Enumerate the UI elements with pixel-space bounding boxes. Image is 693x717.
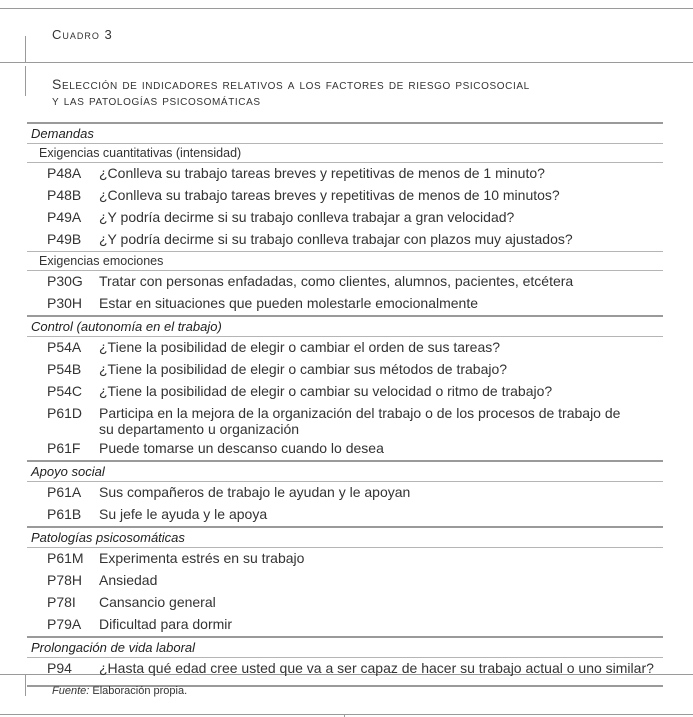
indicator-row <box>27 229 663 252</box>
indicator-row <box>27 185 663 207</box>
subgroup-label: Exigencias cuantitativas (intensidad) <box>27 144 663 163</box>
indicator-row <box>27 359 663 381</box>
top-border <box>0 8 693 9</box>
indicator-text: Experimenta estrés en su trabajo <box>99 550 305 566</box>
indicator-code: P48A <box>47 165 82 181</box>
indicator-row <box>27 271 663 294</box>
left-tick-top <box>25 36 26 62</box>
indicator-code: P61A <box>47 484 82 500</box>
indicator-row <box>27 658 663 687</box>
indicator-text: Estar en situaciones que pueden molestarle emocionalmente <box>99 295 479 311</box>
indicator-text: ¿Tiene la posibilidad de elegir o cambiar sus métodos de trabajo? <box>99 361 508 377</box>
table-title-line-1: Selección de indicadores relativos a los factores de riesgo psicosocial <box>52 76 530 92</box>
indicator-code: P30G <box>47 273 83 289</box>
section-label: Demandas <box>27 123 663 144</box>
indicator-code: P61F <box>47 440 81 456</box>
indicator-row <box>27 403 663 438</box>
subgroup-row <box>27 252 663 271</box>
indicator-code: P78I <box>47 594 76 610</box>
indicator-code: P49B <box>47 231 82 247</box>
section-row <box>27 461 663 482</box>
section-row <box>27 637 663 658</box>
indicator-text: ¿Tiene la posibilidad de elegir o cambiar su velocidad o ritmo de trabajo? <box>99 383 553 399</box>
indicator-text: Participa en la mejora de la organización del trabajo o de los procesos de trabajo de su departamento u organización <box>99 405 621 437</box>
section-label: Control (autonomía en el trabajo) <box>27 316 663 337</box>
source-label: Fuente: <box>52 685 90 697</box>
indicator-row <box>27 381 663 403</box>
indicator-code: P54B <box>47 361 82 377</box>
table-title <box>52 76 530 108</box>
section-label: Prolongación de vida laboral <box>27 637 663 658</box>
indicator-row <box>27 592 663 614</box>
indicator-code: P54A <box>47 339 82 355</box>
indicator-row <box>27 614 663 637</box>
indicator-code: P94 <box>27 658 98 687</box>
indicator-row <box>27 482 663 505</box>
caption-divider <box>0 62 693 63</box>
section-row <box>27 123 663 144</box>
indicator-row <box>27 570 663 592</box>
indicator-code: P54C <box>47 383 83 399</box>
bottom-border <box>0 714 693 715</box>
section-label: Patologías psicosomáticas <box>27 527 663 548</box>
indicator-code: P78H <box>47 572 83 588</box>
section-row <box>27 316 663 337</box>
indicator-text: ¿Y podría decirme si su trabajo conlleva trabajar con plazos muy ajustados? <box>99 231 573 247</box>
indicator-row <box>27 163 663 186</box>
indicator-text: Dificultad para dormir <box>99 616 233 632</box>
indicator-text: Ansiedad <box>99 572 158 588</box>
indicator-text: Cansancio general <box>99 594 216 610</box>
indicator-code: P30H <box>47 295 83 311</box>
subgroup-row <box>27 144 663 163</box>
indicator-row <box>27 207 663 229</box>
indicator-text: ¿Conlleva su trabajo tareas breves y repetitivas de menos de 1 minuto? <box>99 165 545 181</box>
table-title-line-2: y las patologías psicosomáticas <box>52 92 261 108</box>
indicator-text: Sus compañeros de trabajo le ayudan y le apoyan <box>99 484 411 500</box>
indicator-code: P79A <box>47 616 82 632</box>
indicator-row <box>27 438 663 461</box>
indicator-code: P61B <box>47 506 82 522</box>
indicator-text: ¿Y podría decirme si su trabajo conlleva trabajar a gran velocidad? <box>99 209 515 225</box>
indicator-text: Puede tomarse un descanso cuando lo desea <box>99 440 384 456</box>
indicator-text: Tratar con personas enfadadas, como clientes, alumnos, pacientes, etcétera <box>99 273 574 289</box>
indicators-table <box>27 122 663 687</box>
left-tick-title <box>25 66 26 96</box>
left-tick-bottom <box>25 674 26 696</box>
indicator-row <box>27 337 663 360</box>
table-source <box>52 685 187 697</box>
indicator-text: ¿Conlleva su trabajo tareas breves y repetitivas de menos de 10 minutos? <box>99 187 560 203</box>
subgroup-label: Exigencias emociones <box>27 252 663 271</box>
indicator-row <box>27 548 663 571</box>
indicator-code: P61D <box>47 405 83 421</box>
indicator-code: P61M <box>47 550 84 566</box>
section-row <box>27 527 663 548</box>
indicator-text: ¿Hasta qué edad cree usted que va a ser capaz de hacer su trabajo actual o uno similar? <box>98 658 663 687</box>
source-text: Elaboración propia. <box>92 685 188 697</box>
indicator-text: Su jefe le ayuda y le apoya <box>99 506 268 522</box>
indicator-code: P48B <box>47 187 82 203</box>
indicator-row <box>27 293 663 316</box>
indicator-row <box>27 504 663 527</box>
table-caption: Cuadro 3 <box>52 27 113 42</box>
section-label: Apoyo social <box>27 461 663 482</box>
indicator-code: P49A <box>47 209 82 225</box>
indicator-text: ¿Tiene la posibilidad de elegir o cambiar el orden de sus tareas? <box>99 339 501 355</box>
